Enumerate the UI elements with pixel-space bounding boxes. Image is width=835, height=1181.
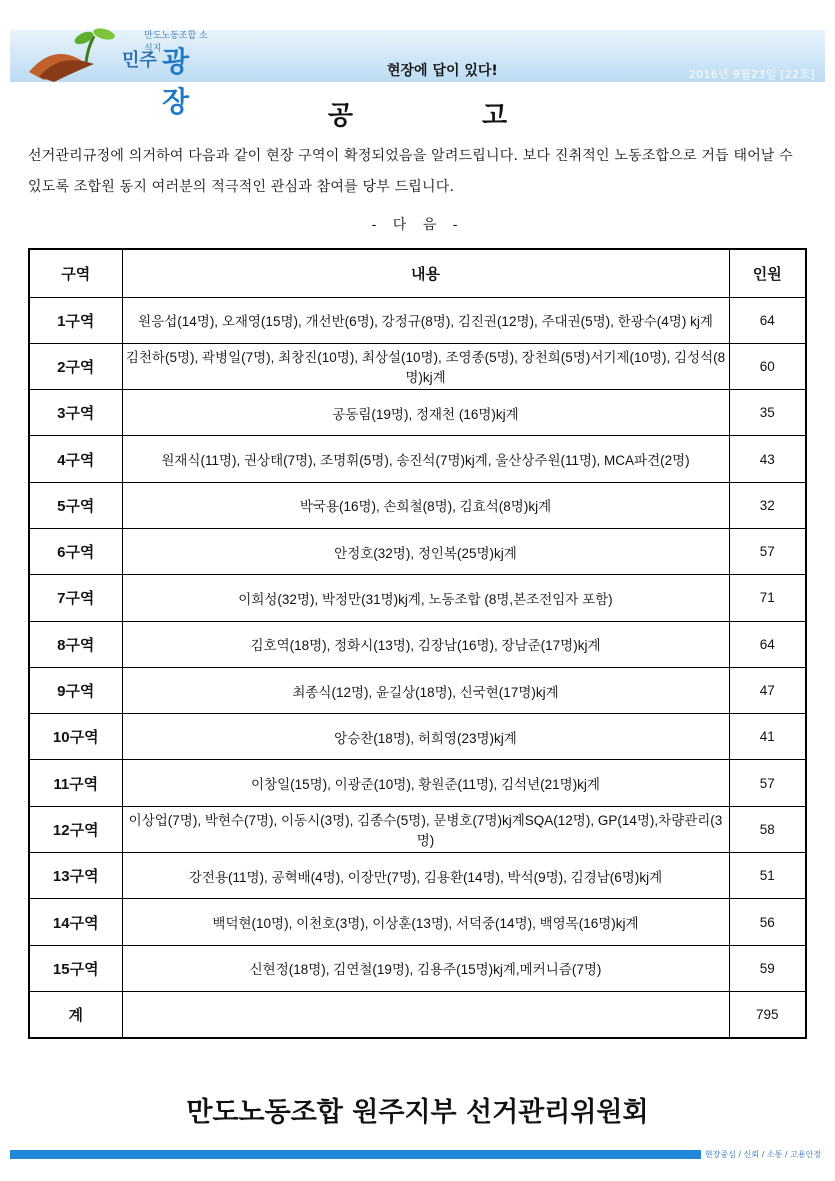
content-cell: 신현정(18명), 김연철(19명), 김용주(15명)kj계,메커니즘(7명) <box>122 945 729 991</box>
zone-cell: 14구역 <box>29 899 122 945</box>
header-count: 인원 <box>729 249 806 297</box>
count-cell: 43 <box>729 436 806 482</box>
content-cell: 최종식(12명), 윤길상(18명), 신국현(17명)kj계 <box>122 667 729 713</box>
content-cell: 김천하(5명), 곽병일(7명), 최창진(10명), 최상설(10명), 조영종(5명), 장천희(5명)서기제(10명), 김성석(8명)kj계 <box>122 343 729 389</box>
content-cell: 원재식(11명), 권상태(7명), 조명휘(5명), 송진석(7명)kj계, 울산상주원(11명), MCA파견(2명) <box>122 436 729 482</box>
content-cell: 이창일(15명), 이광준(10명), 황원준(11명), 김석년(21명)kj계 <box>122 760 729 806</box>
zone-cell: 15구역 <box>29 945 122 991</box>
table-row <box>29 806 806 852</box>
motto: 현장에 답이 있다! <box>387 63 498 79</box>
count-cell: 56 <box>729 899 806 945</box>
content-cell: 원응섭(14명), 오재영(15명), 개선반(6명), 강정규(8명), 김진권(12명), 주대권(5명), 한광수(4명) kj계 <box>122 297 729 343</box>
zone-cell: 계 <box>29 991 122 1037</box>
footer-tag: 현장중심 / 신뢰 / 소통 / 고용안정 <box>701 1148 825 1161</box>
count-cell: 35 <box>729 390 806 436</box>
content-cell: 공동림(19명), 정재천 (16명)kj계 <box>122 390 729 436</box>
content-cell: 박국용(16명), 손희철(8명), 김효석(8명)kj계 <box>122 482 729 528</box>
table-row <box>29 575 806 621</box>
table-row <box>29 343 806 389</box>
count-cell: 58 <box>729 806 806 852</box>
count-cell: 71 <box>729 575 806 621</box>
zone-cell: 10구역 <box>29 714 122 760</box>
content-cell <box>122 991 729 1037</box>
newsletter-logo <box>24 22 214 118</box>
zone-cell: 8구역 <box>29 621 122 667</box>
table-row <box>29 667 806 713</box>
table-row <box>29 528 806 574</box>
logo-sprout-icon <box>24 22 124 84</box>
table-row <box>29 899 806 945</box>
table-row <box>29 436 806 482</box>
zone-cell: 3구역 <box>29 390 122 436</box>
table-row <box>29 390 806 436</box>
table-row <box>29 297 806 343</box>
count-cell: 47 <box>729 667 806 713</box>
zone-cell: 11구역 <box>29 760 122 806</box>
issue-date: 2016년 9월23일 [22호] <box>688 68 815 81</box>
table-row <box>29 714 806 760</box>
count-cell: 57 <box>729 760 806 806</box>
intro-paragraph: 선거관리규정에 의거하여 다음과 같이 현장 구역이 확정되었음을 알려드립니다. 보다 진취적인 노동조합으로 거듭 태어날 수 있도록 조합원 동지 여러분의 적극적인 관심과 참여를 당부 드립니다. <box>28 148 794 195</box>
zone-table <box>28 248 807 1039</box>
count-cell: 51 <box>729 853 806 899</box>
zone-cell: 9구역 <box>29 667 122 713</box>
logo-gwangjang: 광장 <box>162 45 190 118</box>
zone-cell: 7구역 <box>29 575 122 621</box>
subheading: - 다 음 - <box>371 217 464 233</box>
table-row <box>29 991 806 1037</box>
content-cell: 안정호(32명), 정인복(25명)kj계 <box>122 528 729 574</box>
content-cell: 강전용(11명), 공혁배(4명), 이장만(7명), 김용환(14명), 박석(9명), 김경남(6명)kj계 <box>122 853 729 899</box>
count-cell: 41 <box>729 714 806 760</box>
committee-name: 만도노동조합 원주지부 선거관리위원회 <box>186 1097 649 1128</box>
zone-cell: 12구역 <box>29 806 122 852</box>
table-header-row <box>29 249 806 297</box>
content-cell: 백덕현(10명), 이천호(3명), 이상훈(13명), 서덕중(14명), 백영목(16명)kj계 <box>122 899 729 945</box>
table-row <box>29 760 806 806</box>
zone-cell: 13구역 <box>29 853 122 899</box>
content-cell: 김호역(18명), 정화시(13명), 김장남(16명), 장남준(17명)kj계 <box>122 621 729 667</box>
header-zone: 구역 <box>29 249 122 297</box>
count-cell: 64 <box>729 297 806 343</box>
logo-caption: 만도노동조합 소식지 <box>144 31 208 54</box>
zone-cell: 6구역 <box>29 528 122 574</box>
content-cell: 이상업(7명), 박현수(7명), 이동시(3명), 김종수(5명), 문병호(7명)kj계SQA(12명), GP(14명),차량관리(3명) <box>122 806 729 852</box>
zone-cell: 1구역 <box>29 297 122 343</box>
count-cell: 57 <box>729 528 806 574</box>
table-row <box>29 853 806 899</box>
header-content: 내용 <box>122 249 729 297</box>
count-cell: 59 <box>729 945 806 991</box>
logo-minju: 민주 <box>122 50 157 71</box>
table-row <box>29 482 806 528</box>
content-cell: 이희성(32명), 박정만(31명)kj계, 노동조합 (8명,본조전임자 포함) <box>122 575 729 621</box>
zone-cell: 5구역 <box>29 482 122 528</box>
table-row <box>29 945 806 991</box>
table-row <box>29 621 806 667</box>
count-cell: 64 <box>729 621 806 667</box>
zone-cell: 2구역 <box>29 343 122 389</box>
notice-title: 공 고 <box>327 101 568 131</box>
zone-cell: 4구역 <box>29 436 122 482</box>
content-cell: 앙승찬(18명), 허희영(23명)kj계 <box>122 714 729 760</box>
count-cell: 795 <box>729 991 806 1037</box>
count-cell: 60 <box>729 343 806 389</box>
count-cell: 32 <box>729 482 806 528</box>
